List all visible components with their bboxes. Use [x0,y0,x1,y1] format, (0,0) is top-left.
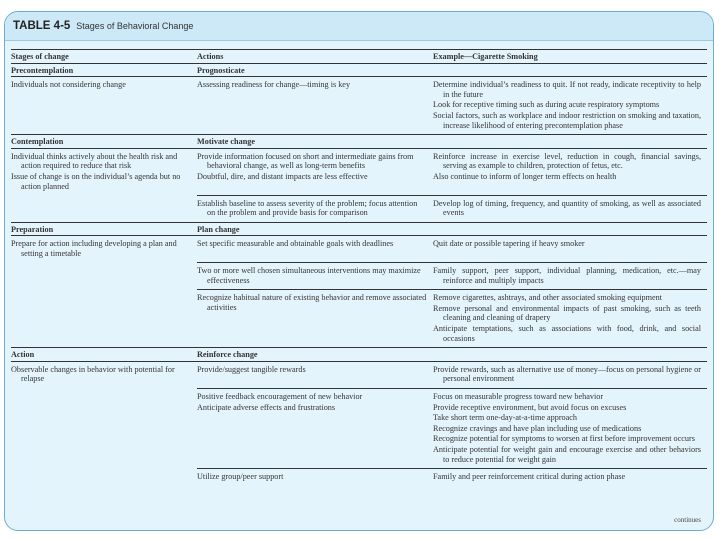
table-title: Stages of Behavioral Change [76,21,194,31]
cell-item: Family and peer reinforcement critical during action phase [433,472,626,482]
stage-description-cell [11,77,197,135]
column-header-stages: Stages of change [11,50,197,64]
cell-item: Remove personal and environmental impacts of past smoking, such as teeth cleaning and cleaning of drapery [433,303,701,323]
cell-item: Positive feedback encouragement of new behavior [197,392,363,402]
cell-item: Issue of change is on the individual’s agenda but no action planned [11,171,181,191]
action-cell [197,263,433,290]
cell-item: Focus on measurable progress toward new behavior [433,392,604,402]
example-cell [433,195,707,222]
action-cell [197,148,433,195]
action-heading: Prognosticate [197,63,433,77]
cell-item: Assessing readiness for change—timing is key [197,80,351,90]
table-label: TABLE 4-5 [13,20,71,32]
table-row [11,195,707,222]
cell-item: Recognize cravings and have plan including use of medications [433,423,642,433]
stage-name: Contemplation [11,135,197,149]
cell-item: Look for receptive timing such as during acute respiratory symptoms [433,100,660,110]
stage-description-cell [11,290,197,348]
example-cell [433,290,707,348]
action-cell [197,361,433,388]
cell-item: Remove cigarettes, ashtrays, and other associated smoking equipment [433,293,662,303]
example-cell [433,77,707,135]
cell-item: Provide information focused on short and intermediate gains from behavioral change, as well as long-term benefits [197,151,414,171]
table-row [11,263,707,290]
cell-item: Utilize group/peer support [197,472,284,482]
table-frame [4,11,714,531]
cell-item: Anticipate adverse effects and frustrations [197,402,336,412]
empty-cell [433,348,707,362]
cell-item: Doubtful, dire, and distant impacts are less effective [197,171,368,181]
column-header-example: Example—Cigarette Smoking [433,50,707,64]
table-row [11,389,707,469]
table-row [11,148,707,195]
table-row [11,469,707,486]
stages-table-body [11,50,707,486]
cell-item: Recognize habitual nature of existing behavior and remove associated activities [197,293,427,312]
stage-description-cell [11,236,197,263]
stage-description-cell [11,195,197,222]
stages-table [11,49,707,486]
cell-item: Also continue to inform of longer term effects on health [433,171,617,181]
action-cell [197,290,433,348]
example-cell [433,389,707,469]
cell-item: Individual thinks actively about the health risk and action required to reduce that risk [11,151,178,171]
cell-item: Recognize potential for symptoms to worsen at first before improvement occurs [433,434,695,444]
cell-item: Take short term one-day-at-a-time approach [433,413,578,423]
action-cell [197,469,433,486]
example-cell [433,148,707,195]
action-heading: Plan change [197,222,433,236]
example-cell [433,469,707,486]
column-header-actions: Actions [197,50,433,64]
cell-item: Provide rewards, such as alternative use of money—focus on personal hygiene or personal environment [433,364,701,384]
stage-section-row [11,222,707,236]
empty-cell [433,135,707,149]
cell-item: Anticipate temptations, such as associations with food, drink, and social occasions [433,324,701,343]
cell-item: Reinforce increase in exercise level, reduction in cough, financial savings, serving as example to children, protection of fetus, etc. [433,151,701,171]
action-heading: Motivate change [197,135,433,149]
stage-description-cell [11,148,197,195]
stage-description-cell [11,361,197,388]
cell-item: Set specific measurable and obtainable goals with deadlines [197,239,394,249]
stage-section-row [11,135,707,149]
table-row [11,77,707,135]
cell-item: Quit date or possible tapering if heavy smoker [433,239,585,249]
cell-item: Two or more well chosen simultaneous interventions may maximize effectiveness [197,266,421,285]
cell-item: Social factors, such as workplace and indoor restriction on smoking and taxation, increase likelihood of entering precontemplation phase [433,110,701,130]
cell-item: Prepare for action including developing a plan and setting a timetable [11,239,177,258]
action-cell [197,389,433,469]
cell-item: Family support, peer support, individual planning, medication, etc.—may reinforce and multiply impacts [433,266,701,285]
header-row [11,50,707,64]
action-cell [197,195,433,222]
cell-item: Observable changes in behavior with potential for relapse [11,364,175,384]
stage-section-row [11,348,707,362]
stage-name: Preparation [11,222,197,236]
example-cell [433,263,707,290]
cell-item: Establish baseline to assess severity of the problem; focus attention on the problem and provide basis for comparison [197,198,418,218]
cell-item: Individuals not considering change [11,80,126,90]
stage-description-cell [11,263,197,290]
table-title-bar [5,12,713,41]
stage-name: Precontemplation [11,63,197,77]
stage-description-cell [11,389,197,469]
cell-item: Develop log of timing, frequency, and quantity of smoking, as well as associated events [433,198,701,218]
table-row [11,290,707,348]
stage-section-row [11,63,707,77]
example-cell [433,361,707,388]
table-row [11,236,707,263]
table-row [11,361,707,388]
action-heading: Reinforce change [197,348,433,362]
cell-item: Anticipate potential for weight gain and encourage exercise and other behaviors to reduce potential for weight gain [433,445,701,464]
cell-item: Provide receptive environment, but avoid focus on excuses [433,402,627,412]
example-cell [433,236,707,263]
continues-note: continues [674,516,701,524]
action-cell [197,77,433,135]
stage-description-cell [11,469,197,486]
action-cell [197,236,433,263]
cell-item: Provide/suggest tangible rewards [197,364,306,374]
stage-name: Action [11,348,197,362]
empty-cell [433,63,707,77]
empty-cell [433,222,707,236]
cell-item: Determine individual’s readiness to quit. If not ready, indicate receptivity to help in the future [433,80,701,99]
